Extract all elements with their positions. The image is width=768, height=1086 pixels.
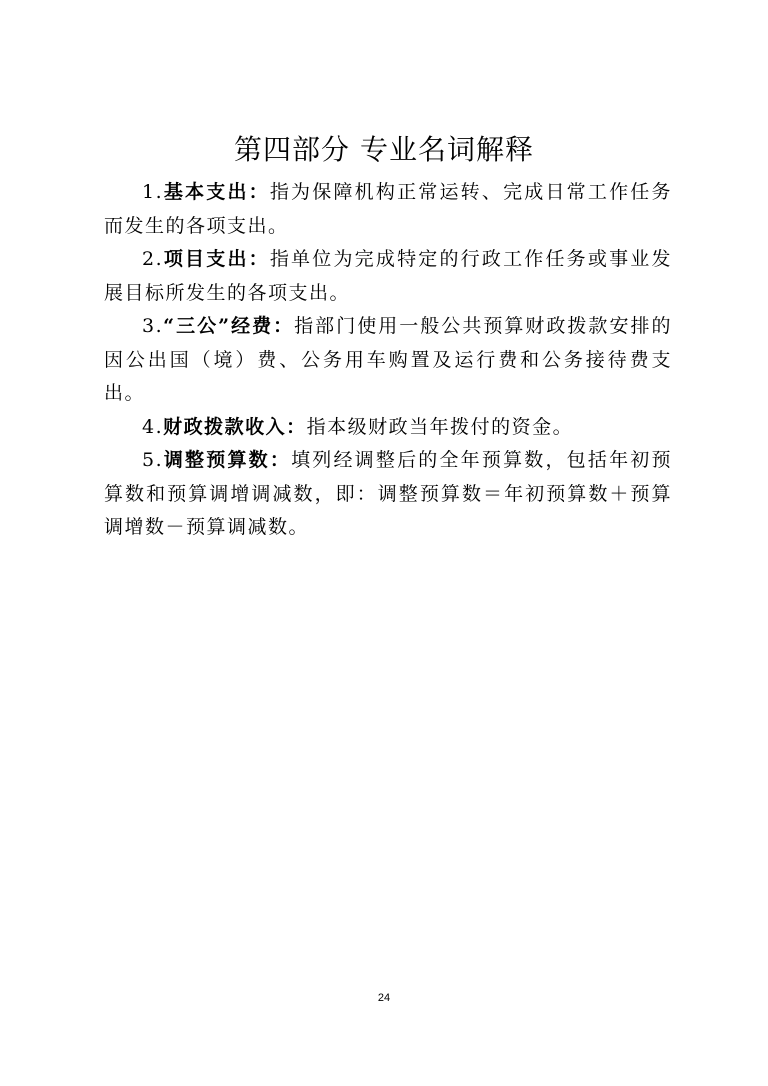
term-separator: ： (248, 248, 270, 270)
definition-text: 填列经调整后的全年预算数，包括年初预算数和预算调增调减数，即：调整预算数＝年初预算数＋预算调增数－预算调减数。 (104, 449, 672, 538)
definition-term: 项目支出 (163, 248, 249, 270)
paragraph-number: 4. (142, 415, 164, 438)
paragraph-number: 3. (142, 315, 164, 337)
definition-term: 财政拨款收入 (163, 415, 287, 438)
paragraph-number: 5. (142, 449, 164, 471)
definition-term: “三公”经费 (163, 315, 274, 337)
definition-paragraph-3 (104, 310, 672, 411)
definition-text: 指部门使用一般公共预算财政拨款安排的因公出国（境）费、公务用车购置及运行费和公务接待费支出。 (104, 315, 672, 404)
definition-paragraph-1 (104, 176, 672, 243)
paragraph-number: 2. (142, 248, 164, 270)
definition-paragraph-5 (104, 444, 672, 545)
term-separator: ： (286, 415, 307, 438)
definition-term: 调整预算数 (163, 449, 270, 471)
term-separator: ： (273, 315, 295, 337)
definitions-list (104, 176, 672, 545)
page-title: 第四部分 专业名词解释 (234, 133, 534, 166)
definition-paragraph-2 (104, 243, 672, 310)
definition-paragraph-4 (104, 411, 672, 445)
page-number: 24 (377, 992, 391, 1004)
paragraph-number: 1. (142, 181, 164, 203)
definition-text: 指单位为完成特定的行政工作任务或事业发展目标所发生的各项支出。 (104, 248, 672, 304)
definition-text: 指本级财政当年拨付的资金。 (306, 415, 574, 438)
definition-term: 基本支出 (163, 181, 249, 203)
term-separator: ： (248, 181, 270, 203)
term-separator: ： (269, 449, 292, 471)
definition-text: 指为保障机构正常运转、完成日常工作任务而发生的各项支出。 (104, 181, 672, 237)
